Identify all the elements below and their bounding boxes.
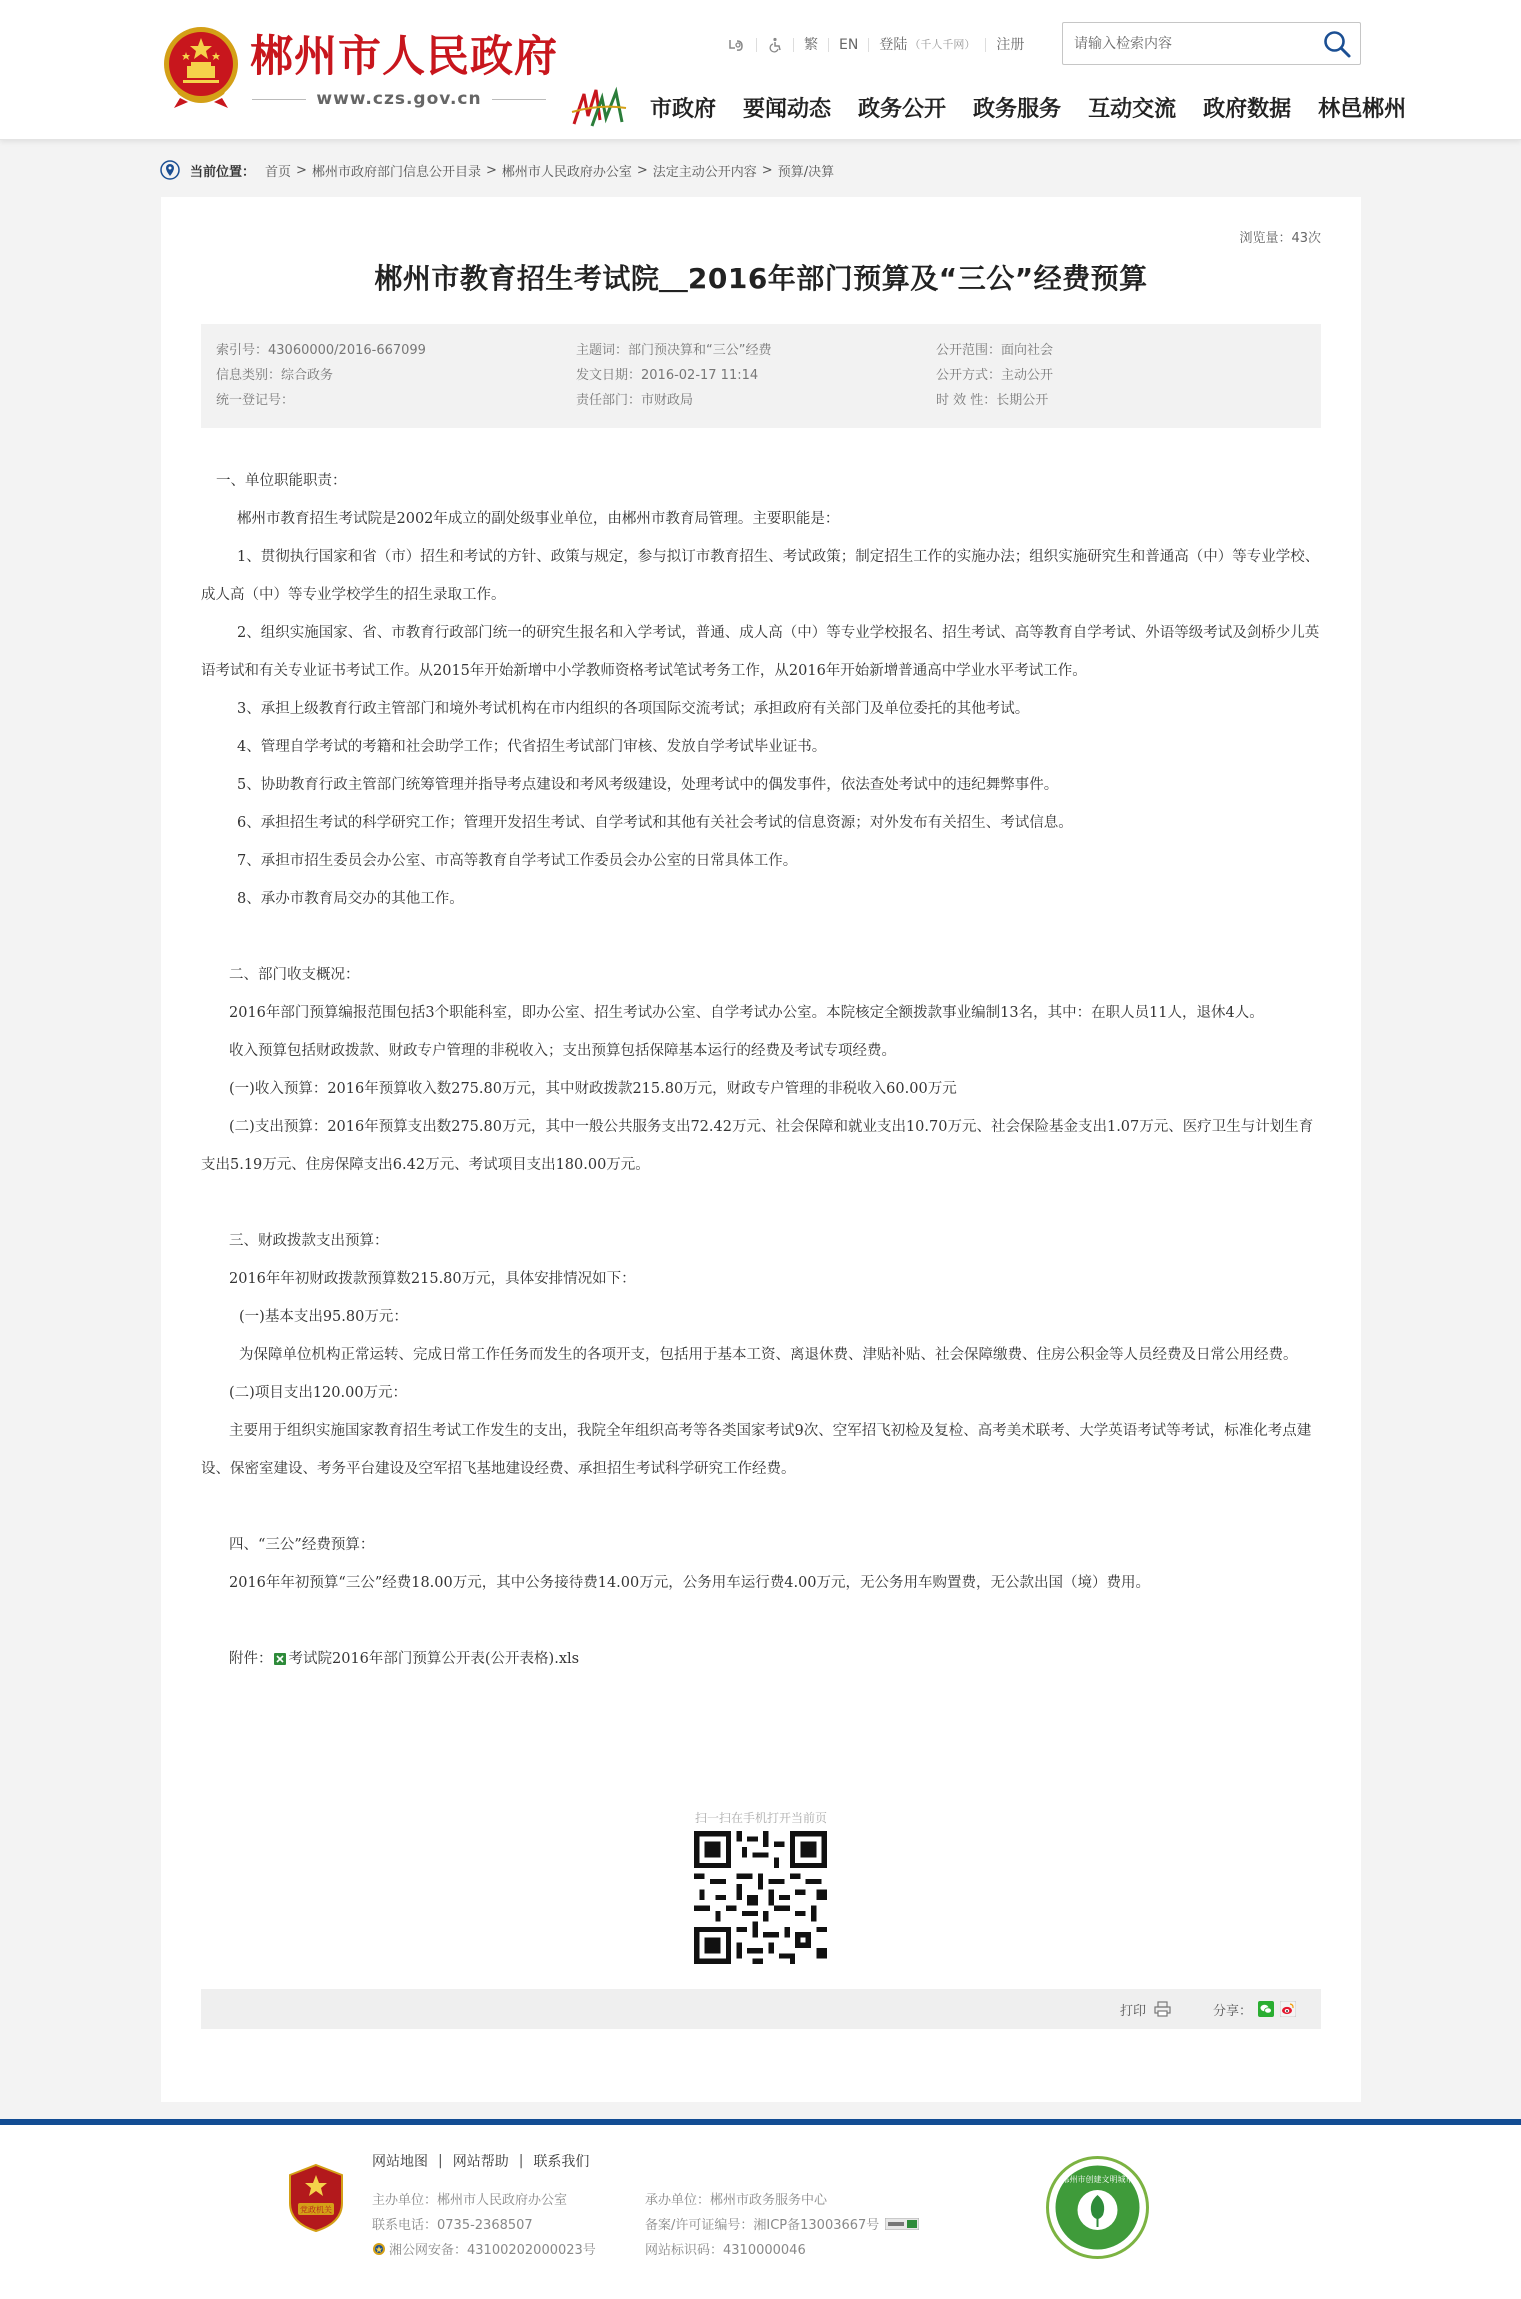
meta-index-no: 索引号：43060000/2016-667099 xyxy=(216,343,426,358)
attachment-row xyxy=(201,1640,1321,1678)
paragraph: 3、承担上级教育行政主管部门和境外考试机构在市内组织的各项国际交流考试；承担政府有关部门及单位委托的其他考试。 xyxy=(237,701,1030,717)
breadcrumb-separator: > xyxy=(761,162,773,178)
article-title: 郴州市教育招生考试院＿2016年部门预算及“三公”经费预算 xyxy=(374,262,1148,295)
wheelchair-icon xyxy=(767,37,783,53)
article-panel xyxy=(161,197,1361,2102)
qr-caption: 扫一扫在手机打开当前页 xyxy=(694,1811,827,1825)
meta-info-type: 信息类别：综合政务 xyxy=(216,368,334,383)
paragraph: 4、管理自学考试的考籍和社会助学工作；代省招生考试部门审核、发放自学考试毕业证书。 xyxy=(237,739,827,755)
site-url-row xyxy=(252,88,546,110)
nav-item-linyi-chenzhou[interactable]: 林邑郴州 xyxy=(1318,97,1407,122)
breadcrumb-label: 当前位置： xyxy=(190,164,256,180)
footer-police-record[interactable] xyxy=(372,2239,596,2258)
paragraph: 5、协助教育行政主管部门统筹管理并指导考点建设和考风考级建设，处理考试中的偶发事件，依法查处考试中的违纪舞弊事件。 xyxy=(237,777,1059,793)
main-nav xyxy=(650,94,1406,126)
excel-file-icon xyxy=(273,1652,287,1666)
site-url[interactable]: www.czs.gov.cn xyxy=(316,89,482,109)
nav-item-data[interactable]: 政府数据 xyxy=(1203,97,1292,122)
qr-code xyxy=(694,1831,827,1964)
badge-text: 党政机关 xyxy=(300,2205,332,2215)
share-label: 分享： xyxy=(1212,2003,1252,2019)
nav-item-services[interactable]: 政务服务 xyxy=(973,97,1062,122)
article-body xyxy=(201,462,1321,1678)
section-heading: 三、财政拨款支出预算： xyxy=(229,1233,389,1249)
accessibility-glasses-icon xyxy=(728,37,746,53)
view-count: 浏览量：43次 xyxy=(1239,231,1321,246)
paragraph: (二)支出预算：2016年预算支出数275.80万元，其中一般公共服务支出72.42万元、社会保障和就业支出10.70万元、社会保险基金支出1.07万元、医疗卫生与计划生育支出5.19万元、住房保障支出6.42万元、考试项目支出180.00万元。 xyxy=(201,1119,1314,1173)
search-box xyxy=(1062,22,1361,65)
breadcrumb-home[interactable]: 首页 xyxy=(265,164,292,180)
breadcrumb-office[interactable]: 郴州市人民政府办公室 xyxy=(501,164,632,180)
breadcrumb-public-content[interactable]: 法定主动公开内容 xyxy=(652,164,757,180)
site-footer xyxy=(0,2125,1521,2299)
paragraph: 2、组织实施国家、省、市教育行政部门统一的研究生报名和入学考试，普通、成人高（中）等专业学校报名、招生考试、高等教育自学考试、外语等级考试及剑桥少儿英语考试和有关专业证书考试工作。从2015年开始新增中小学教师资格考试笔试考务工作，从2016年开始新增普通高中学业水平考试工作。 xyxy=(201,625,1320,679)
footer-host: 主办单位：郴州市人民政府办公室 xyxy=(372,2193,568,2208)
traditional-chinese-link[interactable]: 繁 xyxy=(794,38,829,52)
paragraph: 6、承担招生考试的科学研究工作；管理开发招生考试、自学考试和其他有关社会考试的信息资源；对外发布有关招生、考试信息。 xyxy=(237,815,1073,831)
national-emblem-icon[interactable] xyxy=(160,24,242,110)
breadcrumb-separator: > xyxy=(296,162,307,178)
divider xyxy=(252,99,306,100)
footer-phone: 联系电话：0735-2368507 xyxy=(372,2218,533,2233)
print-button[interactable] xyxy=(1120,1989,1171,2029)
footer-link-separator: | xyxy=(518,2153,524,2169)
site-verification-icon xyxy=(885,2218,919,2230)
english-link[interactable]: EN xyxy=(829,38,869,52)
breadcrumb-directory[interactable]: 郴州市政府部门信息公开目录 xyxy=(311,164,481,180)
share-bar xyxy=(201,1989,1321,2029)
divider xyxy=(492,99,546,100)
breadcrumb-separator: > xyxy=(636,162,648,178)
login-link[interactable] xyxy=(869,38,986,52)
paragraph: (一)收入预算：2016年预算收入数275.80万元，其中财政拨款215.80万元，财政专户管理的非税收入60.00万元 xyxy=(229,1081,957,1097)
wechat-icon[interactable] xyxy=(1258,2001,1274,2017)
footer-link-contact[interactable]: 联系我们 xyxy=(533,2154,590,2170)
attachment-link[interactable]: 考试院2016年部门预算公开表(公开表格).xls xyxy=(288,1651,580,1667)
search-input[interactable] xyxy=(1064,24,1304,63)
meta-method: 公开方式：主动公开 xyxy=(936,368,1054,383)
weibo-icon[interactable] xyxy=(1280,2001,1296,2017)
search-icon[interactable] xyxy=(1322,29,1352,59)
site-name[interactable]: 郴州市人民政府 xyxy=(250,32,558,82)
police-badge-icon xyxy=(372,2242,386,2256)
meta-publish-date: 发文日期：2016-02-17 11:14 xyxy=(576,368,759,383)
spacer xyxy=(201,918,1321,956)
attachment-label: 附件： xyxy=(229,1651,273,1667)
nav-item-city-government[interactable]: 市政府 xyxy=(650,97,717,122)
breadcrumb-budget[interactable]: 预算/决算 xyxy=(777,164,835,180)
location-pin-icon xyxy=(160,160,180,180)
paragraph: 郴州市教育招生考试院是2002年成立的副处级事业单位，由郴州市教育局管理。主要职能是： xyxy=(237,511,840,527)
footer-icp-row[interactable] xyxy=(645,2214,919,2233)
elder-mode-button[interactable] xyxy=(757,38,794,52)
spacer xyxy=(201,1184,1321,1222)
site-header xyxy=(0,0,1521,140)
meta-dept: 责任部门：市财政局 xyxy=(576,393,694,408)
footer-link-separator: | xyxy=(438,2153,443,2169)
share-group xyxy=(1213,1989,1296,2029)
paragraph: 收入预算包括财政拨款、财政专户管理的非税收入；支出预算包括保障基本运行的经费及考试专项经费。 xyxy=(229,1043,896,1059)
nav-item-news[interactable]: 要闻动态 xyxy=(743,97,832,122)
footer-links xyxy=(372,2151,589,2171)
article-meta xyxy=(201,324,1321,428)
section-heading: 一、单位职能职责： xyxy=(216,473,347,489)
footer-operator: 承办单位：郴州市政务服务中心 xyxy=(645,2193,828,2208)
footer-icp: 备案/许可证编号：湘ICP备13003667号 xyxy=(645,2218,880,2233)
meta-reg-no: 统一登记号： xyxy=(216,393,295,408)
civilized-city-badge-icon[interactable] xyxy=(1045,2155,1150,2260)
paragraph: (二)项目支出120.00万元： xyxy=(229,1385,408,1401)
paragraph: 为保障单位机构正常运转、完成日常工作任务而发生的各项开支，包括用于基本工资、离退休费、津贴补贴、社会保障缴费、住房公积金等人员经费及日常公用经费。 xyxy=(239,1347,1298,1363)
civil-badge-text: 郴州市创建文明城市 xyxy=(1061,2175,1134,2184)
paragraph: 2016年部门预算编报范围包括3个职能科室，即办公室、招生考试办公室、自学考试办公室。本院核定全额拨款事业编制13名，其中：在职人员11人，退休4人。 xyxy=(229,1005,1264,1021)
footer-link-sitemap[interactable]: 网站地图 xyxy=(372,2154,428,2170)
section-heading: 二、部门收支概况： xyxy=(229,967,360,983)
section-heading: 四、“三公”经费预算： xyxy=(229,1537,375,1553)
paragraph: 8、承办市教育局交办的其他工作。 xyxy=(237,891,464,907)
footer-site-code: 网站标识码：4310000046 xyxy=(645,2243,806,2258)
paragraph: 2016年年初预算“三公”经费18.00万元，其中公务接待费14.00万元，公务用车运行费4.00万元，无公务用车购置费，无公款出国（境）费用。 xyxy=(229,1575,1151,1591)
nav-item-government-affairs[interactable]: 政务公开 xyxy=(858,97,947,122)
login-label: 登陆 xyxy=(879,37,908,53)
spacer xyxy=(201,1602,1321,1640)
printer-icon xyxy=(1154,2001,1171,2017)
meta-validity: 时 效 性：长期公开 xyxy=(936,393,1049,408)
footer-link-help[interactable]: 网站帮助 xyxy=(452,2154,509,2170)
party-government-badge-icon[interactable] xyxy=(288,2163,344,2233)
paragraph: (一)基本支出95.80万元： xyxy=(239,1309,408,1325)
meta-scope: 公开范围：面向社会 xyxy=(936,343,1054,358)
paragraph: 7、承担市招生委员会办公室、市高等教育自学考试工作委员会办公室的日常具体工作。 xyxy=(237,853,798,869)
breadcrumb xyxy=(160,158,834,182)
paragraph: 1、贯彻执行国家和省（市）招生和考试的方针、政策与规定，参与拟订市教育招生、考试政策；制定招生工作的实施办法；组织实施研究生和普通高（中）等专业学校、成人高（中）等专业学校学生的招生录取工作。 xyxy=(201,549,1320,603)
paragraph: 2016年年初财政拨款预算数215.80万元，具体安排情况如下： xyxy=(229,1271,636,1287)
spacer xyxy=(201,1488,1321,1526)
accessibility-button[interactable] xyxy=(718,38,757,52)
footer-police-text: 湘公网安备：43100202000023号 xyxy=(389,2243,596,2258)
login-sub-label: （千人千网） xyxy=(909,38,976,51)
paragraph: 主要用于组织实施国家教育招生考试工作发生的支出，我院全年组织高考等各类国家考试9次、空军招飞初检及复检、高考美术联考、大学英语考试等考试，标准化考点建设、保密室建设、考务平台建设及空军招飞基地建设经费、承担招生考试科学研究工作经费。 xyxy=(201,1423,1312,1477)
register-link[interactable]: 注册 xyxy=(996,37,1025,53)
header-tools xyxy=(718,30,1034,60)
meta-keywords: 主题词：部门预决算和“三公”经费 xyxy=(576,343,772,358)
breadcrumb-separator: > xyxy=(485,162,497,178)
print-label: 打印 xyxy=(1119,2003,1146,2019)
chenzhou-logo-icon xyxy=(570,86,628,130)
nav-item-interaction[interactable]: 互动交流 xyxy=(1088,97,1177,122)
